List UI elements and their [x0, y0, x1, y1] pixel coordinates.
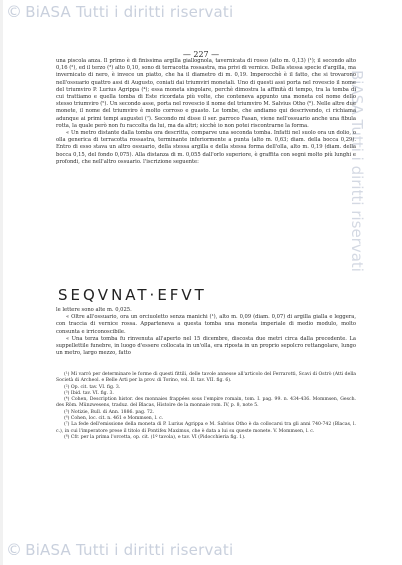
- footnote: (²) Op. cit. tav. VI. fig. 3.: [64, 384, 121, 390]
- paragraph: le lettere sono alte m. 0,025.: [56, 307, 132, 313]
- inscription: SEQVNAT·EFVT: [58, 286, 207, 304]
- copyright-symbol: ©: [6, 2, 23, 21]
- copyright-symbol: ©: [6, 540, 23, 559]
- footnote: (³) Ibid. tav. VI. fig. 3.: [64, 390, 114, 396]
- footnote: (⁴) Cohen, Description histor. des monnaies frappées sous l'empire romain, tom. I. pag. 99. n. 434-436. Mommsen, Gesch. des Röm. Münzwesens, traduz. del Blacas, Histoire de la monnaie rom. IV, p. 8, note 5.: [56, 397, 356, 409]
- main-text-continued: [56, 307, 356, 357]
- footnote: (⁸) Cfr. per la prima l'orcetta, op. cit. (1º tavola), e tav. VI (Pidocchieria fig. 1).: [64, 434, 246, 440]
- main-text: [56, 58, 356, 166]
- paragraph: una piscola anza. Il primo è di finissima argilla giallognola, tavernicata di rosso (alto m. 0,13) (¹); il secondo alto 0,16 (²), ed il terzo (³) alto 0,10, sono di terracotta rossastra, ma privi di vernice. Della stessa specie d'argilla, ma invernicato di nero, è invece un piatto, che ha il diametro di m. 0,19. Imperocchè è il fatto, che si trovarono nell'ossuario quattro assi di Augusto, coniati dai triumviri monetali. Uno di questi assi porta nel rovescio il nome del triumviro P. Lurius Agrippa (⁴); essa moneta singolare, perchè dimostra la affinità di tempo, tra la tomba di cui trattiamo e quella tomba di Este ricordata più volte, che conteneva appunto una moneta col nome dello stesso triumviro (⁵). Un secondo asse, porta nel rovescio il nome del triumviro M. Salvius Otho (⁶). Nelle altre due monete, il nome del triumviro è molto corroso e guasto. Le tombe, che andiamo qui descrivendo, ci richiama adunque ai primi tempi augustei (⁷). Secondo mi disse il ser. parroco Fasan, viene nell'ossuario anche una fibula rotta, la quale però non fu raccolta da lui, ma da altri; sicchè io non potei riscontrarne la forma.: [56, 58, 356, 129]
- footnote: (¹) Mi varrò per determinare le forme di questi fittili, delle tavole annesse all'articolo del Ferrarotti, Scavi di Ostrò (Atti della Società di Archeol. e Belle Arti per la prov. di Torino, vol. II. tav. VII. fig. 6).: [56, 372, 356, 384]
- watermark-bottom: [6, 540, 233, 559]
- paragraph: « Un metro distante dalla tomba ora descritta, comparve una seconda tomba. Infatti nel suolo ora un dolio, o olla generica di terracotta rossastra, terminante inferiormente a punta (alto m. 0,63; diam. della bocca 0,29). Entro di esso stava un altro ossuario, della stessa argilla e della stessa forma dell'olla, alto m. 0,19 (diam. della bocca 0,15, del fondo 0,075). Alla distanza di m. 0,055 dall'orlo superiore, è graffita con segni molto più lunghi e profondi, che nell'altro ossuario. l'iscrizione seguente:: [56, 130, 356, 165]
- footnote: (⁵) Notizie, Bull. di Ann. 1886. pag. 72.: [64, 409, 155, 415]
- watermark-text: BiASA Tutti i diritti riservati: [25, 3, 234, 21]
- watermark-vertical-text: BiASA Tutti i diritti riservati: [348, 70, 366, 272]
- watermark-text: BiASA Tutti i diritti riservati: [25, 541, 234, 559]
- paragraph: « Una terza tomba fu rinvenuta all'aperto nel 15 dicembre, discosta due metri circa dalla precedente. La suppellettile funebre, in luogo d'essere collocata in un'olla, era riposta in un proprio sepolcro rettangolare, lungo un metro, largo mezzo, fatto: [56, 335, 356, 357]
- footnote: (⁷) La fede dell'emissione della moneta di P. Lurius Agrippa e M. Salvius Otho è da collocarsi tra gli anni 740-742 (Blacas, l. c.), in cui l'imperatore prese il titolo di Pontifex Maximus, che è data a lui su queste monete. V. Mommsen, l. c.: [56, 422, 356, 434]
- footnote: (⁶) Cohen, loc. cit. n. 461 e Mommsen, l. c.: [64, 416, 164, 422]
- paragraph: « Oltre all'ossuario, ora un orciuoletto senza manichi (¹), alto m. 0,09 (diam. 0,07) di argilla gialla e leggera, con traccia di vernice rossa. Apparteneva a questa tomba una moneta imperiale di medio modulo, molto consunta e irriconoscibile.: [56, 314, 356, 335]
- watermark-top: [6, 2, 233, 21]
- page-edge: [0, 0, 3, 565]
- page-number: — 227 —: [182, 50, 220, 59]
- footnotes: [56, 372, 356, 441]
